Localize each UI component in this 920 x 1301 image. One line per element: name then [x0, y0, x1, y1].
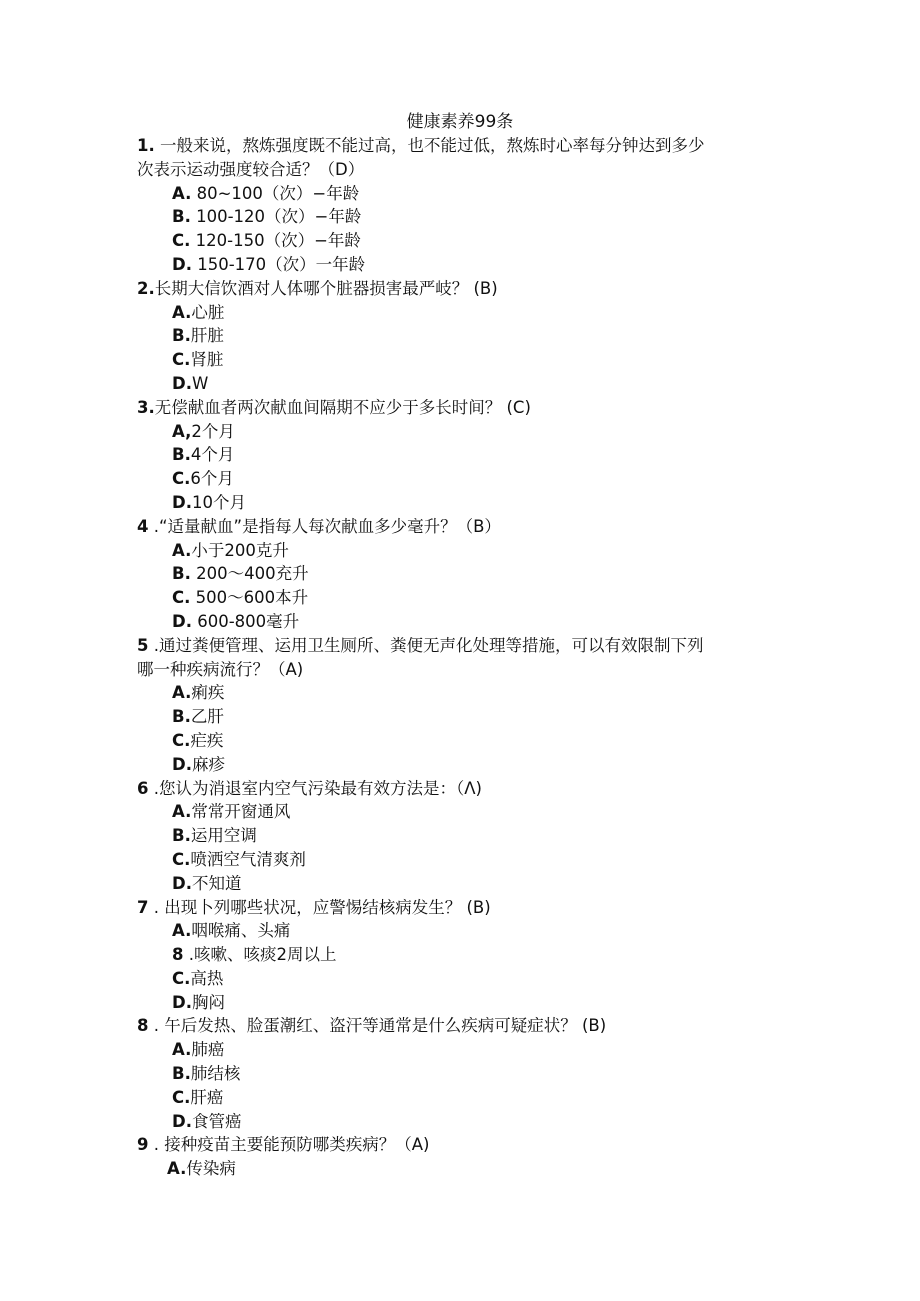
option-line — [0, 467, 920, 491]
question-number: 9 — [137, 1135, 149, 1155]
option-letter: A. — [172, 683, 192, 703]
option-line — [0, 182, 920, 206]
option-text: 胸闷 — [191, 992, 225, 1012]
option-line — [0, 1062, 920, 1086]
option-text: 肝脏 — [190, 326, 224, 346]
question-list — [0, 134, 920, 1181]
option-line — [0, 324, 920, 348]
option-line — [0, 229, 920, 253]
option-letter: D. — [172, 754, 192, 774]
option-text: 肺癌 — [191, 1040, 225, 1060]
option-text: 120-150（次）−年龄 — [190, 231, 361, 251]
option-text: 肾脏 — [190, 350, 224, 370]
option-letter: D. — [172, 373, 192, 393]
option-letter: 8 — [172, 945, 184, 965]
option-line — [0, 991, 920, 1015]
option-line — [0, 705, 920, 729]
question-text: . 出现卜列哪些状况，应警惕结核病发生？ (B) — [148, 897, 491, 917]
option-letter: A. — [167, 1159, 187, 1179]
option-text: .咳嗽、咳痰2周以上 — [183, 945, 337, 965]
option-text: 不知道 — [191, 873, 242, 893]
option-letter: B. — [172, 326, 191, 346]
question-text: 长期大信饮酒对人体哪个脏器损害最严岐？ (B) — [154, 278, 498, 298]
question-text: 一般来说，熬炼强度既不能过高，也不能过低，熬炼时心率每分钟达到多少 — [154, 136, 705, 155]
option-line — [0, 824, 920, 848]
option-letter: A. — [172, 802, 192, 822]
option-letter: B. — [172, 564, 191, 584]
option-line — [0, 1038, 920, 1062]
option-text: 500〜600本升 — [190, 588, 309, 608]
option-letter: C. — [172, 1087, 191, 1107]
option-line — [0, 800, 920, 824]
option-letter: A. — [172, 1040, 192, 1060]
option-text: 4个月 — [190, 445, 235, 465]
option-text: 150-170（次）一年龄 — [191, 254, 366, 274]
option-text: 10个月 — [191, 492, 246, 512]
option-letter: B. — [172, 707, 191, 727]
option-line — [0, 729, 920, 753]
option-text: 高热 — [190, 968, 224, 988]
option-text: 麻疹 — [191, 754, 225, 774]
option-line — [0, 539, 920, 563]
option-text: 疟疾 — [190, 730, 224, 750]
question-text: 哪一种疾病流行？（A) — [137, 659, 304, 679]
option-letter: D. — [172, 1111, 192, 1131]
option-text: 心脏 — [191, 302, 225, 322]
option-letter: A. — [172, 921, 192, 941]
option-text: 肝癌 — [190, 1087, 224, 1107]
option-line — [0, 943, 920, 967]
option-letter: C. — [172, 469, 191, 489]
question-line — [0, 277, 920, 301]
option-line — [0, 610, 920, 634]
question-text: . 接种疫苗主要能预防哪类疾病？（A) — [148, 1135, 430, 1155]
option-line — [0, 253, 920, 277]
question-line — [0, 777, 920, 801]
question-text: 次表示运动强度较合适？（D） — [137, 159, 365, 179]
question-number: 6 — [137, 778, 149, 798]
option-line — [0, 205, 920, 229]
option-text: 咽喉痛、头痛 — [191, 921, 291, 941]
option-text: 肺结核 — [190, 1064, 241, 1084]
option-text: 常常开窗通风 — [191, 802, 291, 822]
option-letter: D. — [172, 611, 192, 631]
option-letter: A. — [172, 302, 192, 322]
option-letter: D. — [172, 492, 192, 512]
option-text: 乙肝 — [190, 707, 224, 727]
question-line — [0, 396, 920, 420]
question-line — [0, 658, 920, 682]
question-text: .您认为消退室内空气污染最有效方法是：（Λ) — [148, 778, 482, 798]
question-text: 无偿献血者两次献血间隔期不应少于多长时间？ (C) — [154, 397, 531, 417]
option-letter: B. — [172, 445, 191, 465]
option-text: 80~100（次）−年龄 — [191, 183, 360, 203]
option-line — [0, 919, 920, 943]
question-text: .“适量献血”是指每人每次献血多少毫升？（B） — [148, 516, 501, 536]
question-number: 8 — [137, 1016, 149, 1036]
option-line — [0, 967, 920, 991]
option-letter: D. — [172, 254, 192, 274]
question-text: .通过粪便管理、运用卫生厕所、粪便无声化处理等措施，可以有效限制下列 — [148, 635, 704, 655]
option-letter: D. — [172, 873, 192, 893]
option-text: 喷洒空气清爽剂 — [190, 849, 306, 869]
option-letter: B. — [172, 207, 191, 227]
option-line — [0, 848, 920, 872]
question-line — [0, 634, 920, 658]
option-text: 运用空调 — [190, 826, 257, 846]
option-line — [0, 1086, 920, 1110]
option-line — [0, 348, 920, 372]
question-line — [0, 158, 920, 182]
question-number: 3. — [137, 397, 155, 417]
option-line — [0, 443, 920, 467]
option-letter: C. — [172, 350, 191, 370]
question-line — [0, 515, 920, 539]
document-title: 健康素养99条 — [406, 112, 514, 132]
option-letter: B. — [172, 826, 191, 846]
option-line — [0, 372, 920, 396]
option-line — [0, 586, 920, 610]
option-text: 600-800毫升 — [191, 611, 300, 631]
option-text: 传染病 — [186, 1159, 236, 1179]
option-letter: A. — [172, 540, 192, 560]
option-line — [0, 1110, 920, 1134]
question-text: . 午后发热、脸蛋潮红、盗汗等通常是什么疾病可疑症状？ (B) — [148, 1016, 607, 1036]
option-letter: A. — [172, 183, 192, 203]
option-line — [0, 872, 920, 896]
question-number: 7 — [137, 897, 149, 917]
option-line — [0, 681, 920, 705]
option-text: 2个月 — [191, 421, 235, 441]
question-number: 5 — [137, 635, 149, 655]
option-text: 200〜400充升 — [190, 564, 309, 584]
option-letter: C. — [172, 968, 191, 988]
option-letter: C. — [172, 730, 191, 750]
option-line — [0, 491, 920, 515]
question-line — [0, 134, 920, 158]
option-text: 100-120（次）−年龄 — [190, 207, 362, 227]
question-number: 4 — [137, 516, 149, 536]
question-number: 2. — [137, 278, 155, 298]
option-letter: C. — [172, 849, 191, 869]
option-text: 小于200克升 — [191, 540, 289, 560]
question-line — [0, 896, 920, 920]
option-line — [0, 753, 920, 777]
option-line — [0, 301, 920, 325]
option-letter: A, — [172, 421, 192, 441]
option-letter: C. — [172, 588, 191, 608]
option-letter: C. — [172, 231, 191, 251]
question-number: 1. — [137, 136, 155, 155]
option-text: 食管癌 — [191, 1111, 242, 1131]
option-line — [0, 562, 920, 586]
option-letter: B. — [172, 1064, 191, 1084]
option-text: W — [191, 373, 209, 393]
option-text: 痢疾 — [191, 683, 225, 703]
option-text: 6个月 — [190, 469, 234, 489]
option-line — [0, 420, 920, 444]
question-line — [0, 1133, 920, 1157]
question-line — [0, 1014, 920, 1038]
option-line — [0, 1157, 920, 1181]
option-letter: D. — [172, 992, 192, 1012]
